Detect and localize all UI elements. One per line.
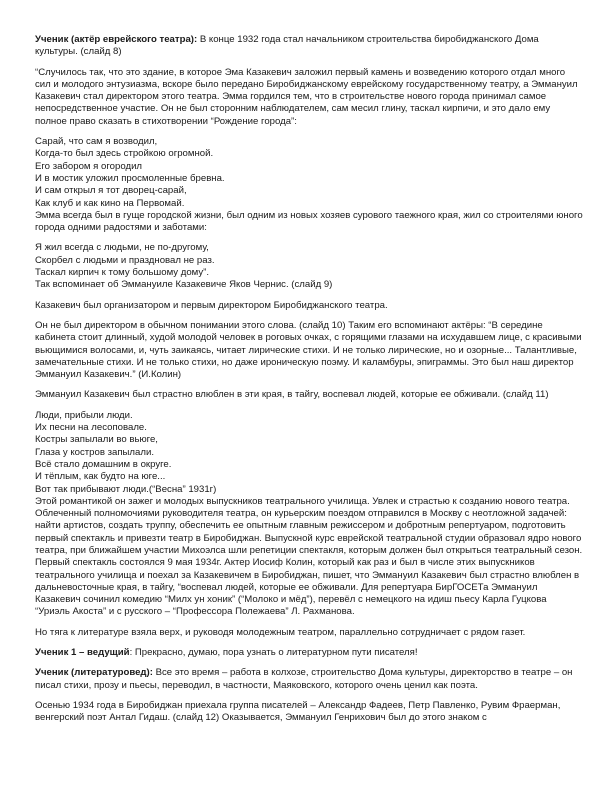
paragraph-director-memory: Он не был директором в обычном понимании этого слова. (слайд 10) Таким его вспоминают актёры: “В середине кабинета стоит длинный, худой молодой человек в роговых очках, с горящими глазами на исхудавшем лице, с красивыми вьющимися волосами, и, чуть заикаясь, читает лирические стихи. И не только лирические, но и озорные... Талантливые, замечательные стихи. И не только стихи, но даже ироническую поэму. И каламбуры, эпиграммы. Это был наш директор Эммануил Казакевич.” (И.Колин) xyxy=(35,319,582,381)
poem-line: Таскал кирпич к тому большому дому”. xyxy=(35,267,210,279)
poem-birth-of-city xyxy=(35,136,583,210)
speaker-label: Ученик (литературовед): xyxy=(35,667,153,679)
paragraph-theatre-founding: Этой романтикой он зажег и молодых выпускников театрального училища. Увлек и страстью к созданию нового театра. Облеченный полномочиями руководителя театра, он курьерским поездом отправился в Москву с неотложной задачей: найти артистов, создать труппу, обеспечить ее опытным главным режиссером и добротным репертуаром, подготовить первый спектакль и привезти театр в Биробиджан. Выпускной курс еврейской театральной студии образовал ядро нового театра, при ближайшем участии Михоэлса шли репетиции спектакля, которым должен был открыться театральный сезон. Первый спектакль состоялся 9 мая 1934г. Актер Иосиф Колин, который как раз и был в числе этих выпускников театрального училища и поехал за Казакевичем в Биробиджан, пишет, что Эммануил Казакевич был страстно влюблен в дальневосточные края, в тайгу, “воспевал людей, которые ее обживали. Для репертуара БирГОСЕТа Эммануил Казакевич сочинил комедию “Милх ун хоник” (“Молоко и мёд”), перевёл с немецкого на идиш пьесу Карла Гуцкова “Уриэль Акоста” и с русского – “Профессора Полежаева” Л. Рахманова. xyxy=(35,495,583,618)
paragraph-host xyxy=(35,647,583,659)
poem-line: Глаза у костров запылали. xyxy=(35,446,154,458)
poem-line: Так вспоминает об Эммануиле Казакевиче Яков Чернис. (слайд 9) xyxy=(35,279,333,291)
paragraph-actor-intro xyxy=(35,34,583,59)
paragraph-text: В конце 1932 года стал начальником строительства биробиджанского Дома культуры. (слайд 8) xyxy=(35,34,539,58)
paragraph-text: Все это время – работа в колхозе, строительство Дома культуры, директорство в театре – он писал стихи, прозу и пьесы, переводил, в частности, Маяковского, которого очень ценил как поэта. xyxy=(35,667,573,691)
poem-line: И тёплым, как будто на юге... xyxy=(35,471,166,483)
poem-line: Сарай, что сам я возводил, xyxy=(35,136,158,148)
poem-lived-with-people xyxy=(35,242,583,291)
paragraph-city-life: Эмма всегда был в гуще городской жизни, был одним из новых хозяев сурового таежного края, жил со строителями юного города одними радостями и заботами: xyxy=(35,209,583,234)
poem-line: Я жил всегда с людьми, не по-другому, xyxy=(35,242,209,254)
poem-line: Вот так прибывают люди.(“Весна” 1931г) xyxy=(35,483,217,495)
paragraph-text: : Прекрасно, думаю, пора узнать о литературном пути писателя! xyxy=(129,647,418,659)
poem-line: Костры запылали во вьюге, xyxy=(35,434,158,446)
paragraph-organizer: Казакевич был организатором и первым директором Биробиджанского театра. xyxy=(35,299,388,311)
document-page xyxy=(35,34,583,725)
paragraph-quote-building: “Случилось так, что это здание, в которое Эма Казакевич заложил первый камень и возведению которого отдал много сил и молодого энтузиазма, вскоре было передано Биробиджанскому еврейскому государственному театру, а Эммануил Казакевич стал директором этого театра. Эмма гордился тем, что в строительстве нового города принимал самое непосредственное участие. Он не был сторонним наблюдателем, сам месил глину, таскал кирпичи, и это дало ему полное право сказать в стихотворении “Рождение города”: xyxy=(35,66,578,127)
paragraph-literary-critic xyxy=(35,667,583,692)
poem-line: Его забором я огородил xyxy=(35,160,143,172)
poem-line: И в мостик уложил просмоленные бревна. xyxy=(35,172,225,184)
speaker-label: Ученик 1 – ведущий xyxy=(35,647,130,659)
paragraph-writers-arrival: Осенью 1934 года в Биробиджан приехала группа писателей – Александр Фадеев, Петр Павленко, Рувим Фраерман, венгерский поэт Антал Гидаш. (слайд 12) Оказывается, Эммануил Генрихович был до этого знаком с xyxy=(35,699,561,724)
poem-line: Как клуб и как кино на Первомай. xyxy=(35,197,185,209)
poem-line: Их песни на лесоповале. xyxy=(35,422,147,434)
poem-line: Люди, прибыли люди. xyxy=(35,409,133,421)
paragraph-newspapers: Но тяга к литературе взяла верх, и руководя молодежным театром, параллельно сотрудничает с рядом газет. xyxy=(35,626,526,638)
poem-line: И сам открыл я тот дворец-сарай, xyxy=(35,185,187,197)
paragraph-in-love-with-region: Эммануил Казакевич был страстно влюблен в эти края, в тайгу, воспевал людей, которые ее обживали. (слайд 11) xyxy=(35,389,549,401)
poem-line: Когда-то был здесь стройкою огромной. xyxy=(35,148,214,160)
poem-line: Скорбел с людьми и праздновал не раз. xyxy=(35,254,215,266)
speaker-label: Ученик (актёр еврейского театра): xyxy=(35,34,198,45)
poem-line: Всё стало домашним в округе. xyxy=(35,458,172,470)
poem-spring-1931 xyxy=(35,410,583,496)
